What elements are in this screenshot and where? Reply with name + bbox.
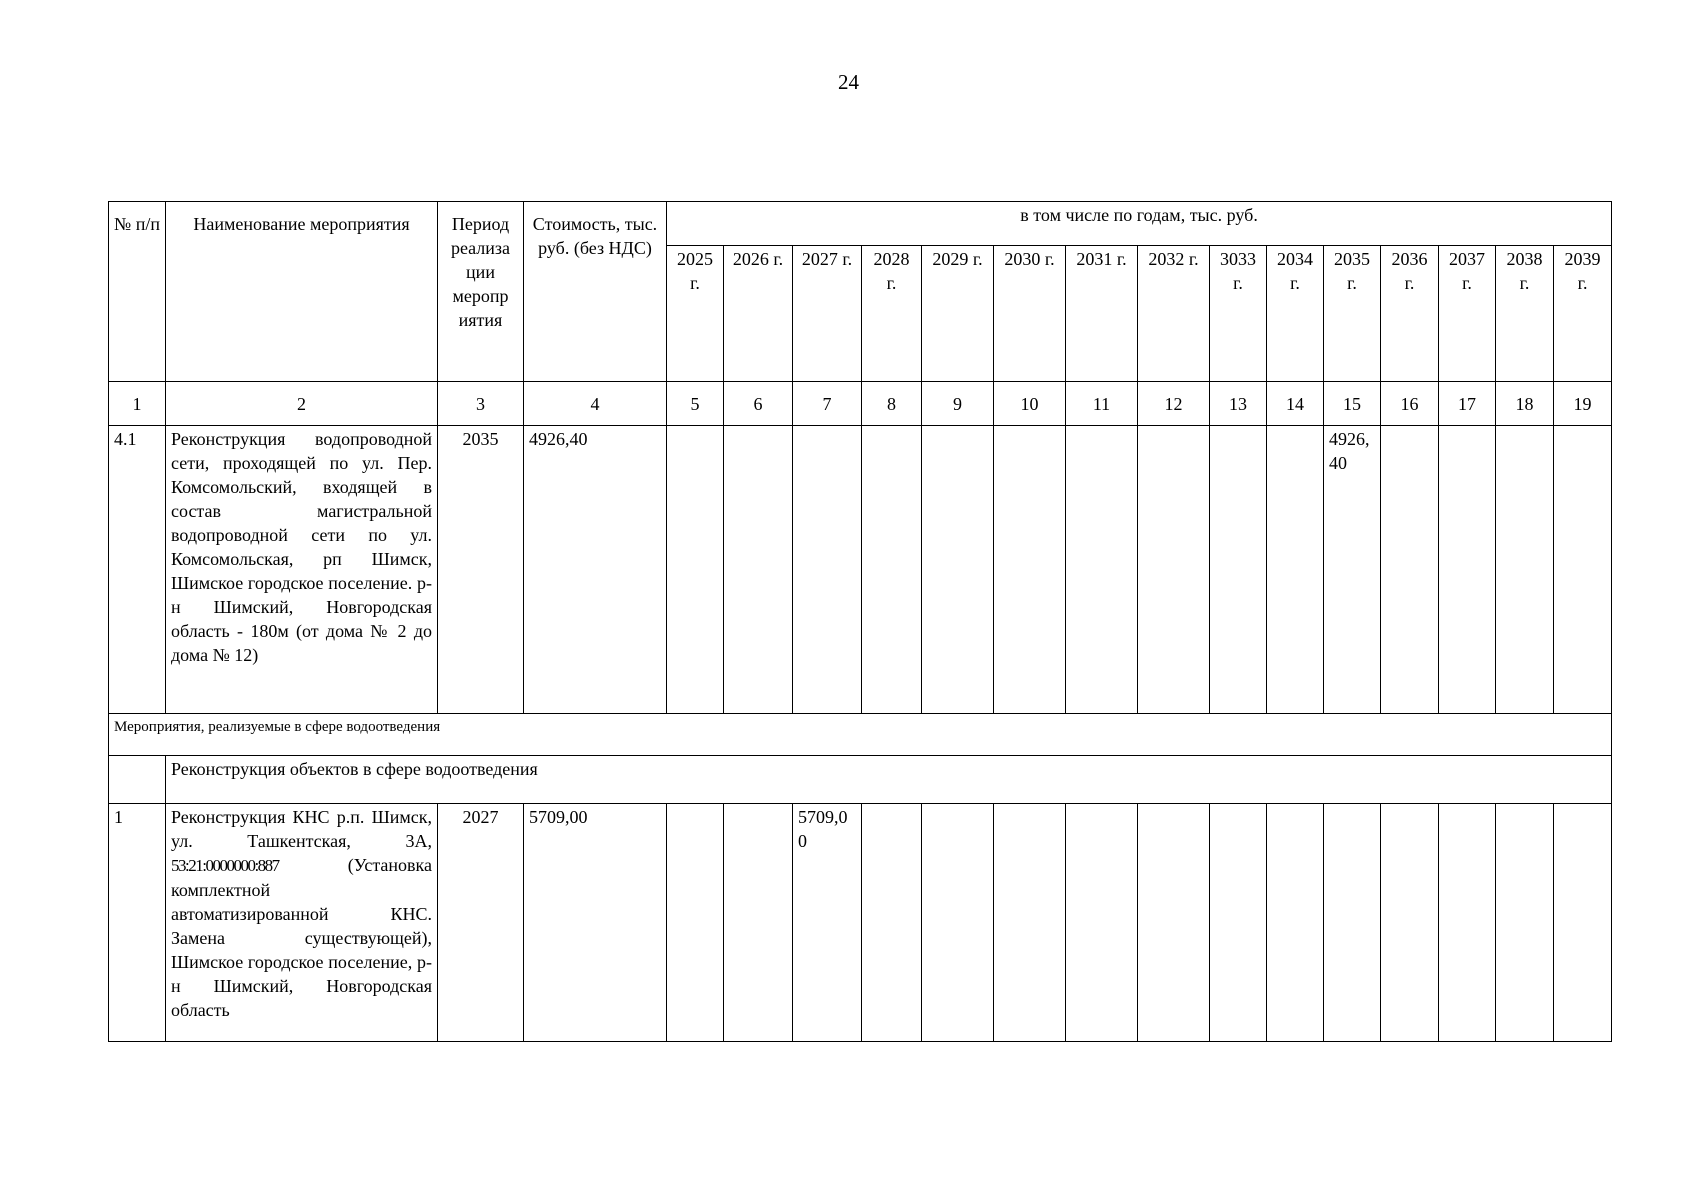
column-number: 1 [109, 382, 166, 426]
row-number: 1 [109, 804, 166, 1042]
table-row-1 [109, 804, 1612, 1042]
period-cell: 2035 [438, 426, 524, 714]
header-year: 2036 г. [1381, 246, 1439, 382]
column-number: 9 [922, 382, 994, 426]
year-cell-2035: 4926,40 [1324, 426, 1381, 714]
year-cell-2026 [724, 804, 793, 1042]
header-years-group: в том числе по годам, тыс. руб. [667, 202, 1612, 246]
year-cell-2030 [994, 426, 1066, 714]
column-number: 5 [667, 382, 724, 426]
column-number: 17 [1439, 382, 1496, 426]
measure-name-part1: Реконструкция КНС р.п. Шимск, ул. Ташкентская, 3А, [171, 807, 432, 851]
header-row-1 [109, 202, 1612, 246]
page-number: 24 [838, 70, 859, 94]
header-year: 2030 г. [994, 246, 1066, 382]
year-cell-2034 [1267, 426, 1324, 714]
column-number: 4 [524, 382, 667, 426]
investment-table [108, 201, 1612, 1042]
year-cell-2032 [1138, 426, 1210, 714]
header-year: 2025 г. [667, 246, 724, 382]
header-year: 2032 г. [1138, 246, 1210, 382]
header-year: 2028 г. [862, 246, 922, 382]
header-year: 2026 г. [724, 246, 793, 382]
year-cell-2028 [862, 426, 922, 714]
year-cell-2039 [1554, 804, 1612, 1042]
year-cell-2029 [922, 426, 994, 714]
column-number: 16 [1381, 382, 1439, 426]
year-cell-2029 [922, 804, 994, 1042]
column-number: 12 [1138, 382, 1210, 426]
column-number: 7 [793, 382, 862, 426]
year-cell-2039 [1554, 426, 1612, 714]
column-number: 19 [1554, 382, 1612, 426]
measure-name [166, 804, 438, 1042]
year-cell-2035 [1324, 804, 1381, 1042]
year-cell-2036 [1381, 804, 1439, 1042]
header-year: 3033 г. [1210, 246, 1267, 382]
cost-cell: 4926,40 [524, 426, 667, 714]
subsection-row [109, 756, 1612, 804]
header-num: № п/п [109, 202, 166, 382]
year-cell-2031 [1066, 426, 1138, 714]
year-cell-3033 [1210, 426, 1267, 714]
header-year: 2029 г. [922, 246, 994, 382]
column-number: 18 [1496, 382, 1554, 426]
header-year: 2027 г. [793, 246, 862, 382]
cadastral-number: 53:21:0000000:887 [171, 856, 279, 875]
year-cell-2025 [667, 804, 724, 1042]
period-cell: 2027 [438, 804, 524, 1042]
header-year: 2039 г. [1554, 246, 1612, 382]
header-name: Наименование мероприятия [166, 202, 438, 382]
column-number: 3 [438, 382, 524, 426]
year-cell-2027 [793, 426, 862, 714]
header-year: 2038 г. [1496, 246, 1554, 382]
year-cell-2030 [994, 804, 1066, 1042]
column-number: 10 [994, 382, 1066, 426]
cost-cell: 5709,00 [524, 804, 667, 1042]
column-number: 6 [724, 382, 793, 426]
row-number: 4.1 [109, 426, 166, 714]
year-cell-2032 [1138, 804, 1210, 1042]
header-cost: Стоимость, тыс. руб. (без НДС) [524, 202, 667, 382]
column-number: 2 [166, 382, 438, 426]
header-period: Период реализа ции меропр иятия [438, 202, 524, 382]
measure-name: Реконструкция водопроводной сети, проходящей по ул. Пер. Комсомольский, входящей в состав магистральной водопроводной сети по ул. Комсомольская, рп Шимск, Шимское городское поселение. р-н Шимский, Новгородская область - 180м (от дома № 2 до дома № 12) [166, 426, 438, 714]
year-cell-2038 [1496, 426, 1554, 714]
year-cell-2026 [724, 426, 793, 714]
column-number: 15 [1324, 382, 1381, 426]
year-cell-2037 [1439, 804, 1496, 1042]
column-number: 8 [862, 382, 922, 426]
column-number: 14 [1267, 382, 1324, 426]
header-year: 2037 г. [1439, 246, 1496, 382]
subsection-title: Реконструкция объектов в сфере водоотведения [166, 756, 1612, 804]
column-number-row [109, 382, 1612, 426]
year-cell-2028 [862, 804, 922, 1042]
year-cell-2034 [1267, 804, 1324, 1042]
column-number: 11 [1066, 382, 1138, 426]
table-row-4-1 [109, 426, 1612, 714]
year-cell-2037 [1439, 426, 1496, 714]
year-cell-2025 [667, 426, 724, 714]
section-title: Мероприятия, реализуемые в сфере водоотведения [109, 714, 1612, 756]
year-cell-2038 [1496, 804, 1554, 1042]
header-year: 2034 г. [1267, 246, 1324, 382]
year-cell-3033 [1210, 804, 1267, 1042]
subsection-empty-cell [109, 756, 166, 804]
header-year: 2031 г. [1066, 246, 1138, 382]
measure-name-part2: (Установка комплектной автоматизированной КНС. Замена существующей), Шимское городское поселение, р-н Шимский, Новгородская область [171, 855, 432, 1020]
year-cell-2036 [1381, 426, 1439, 714]
header-year: 2035 г. [1324, 246, 1381, 382]
column-number: 13 [1210, 382, 1267, 426]
year-cell-2031 [1066, 804, 1138, 1042]
year-cell-2027: 5709,00 [793, 804, 862, 1042]
section-row [109, 714, 1612, 756]
